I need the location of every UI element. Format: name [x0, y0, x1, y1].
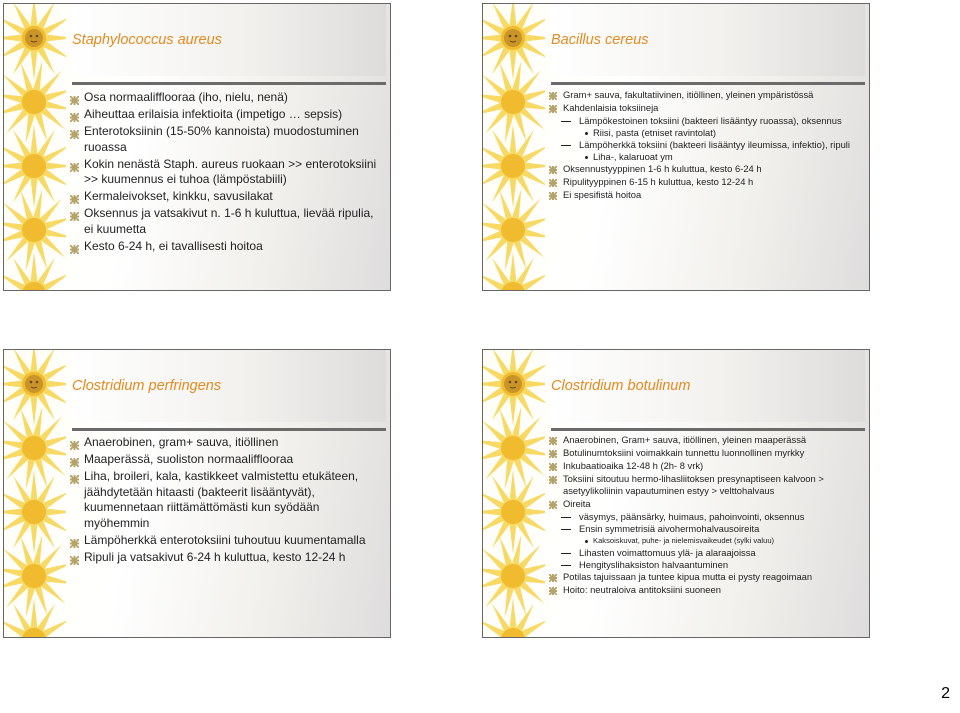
sub-item: Hengityslihaksiston halvaantuminen — [549, 559, 863, 571]
slide-title-area — [551, 350, 865, 422]
sub-item: Kaksoiskuvat, puhe- ja nielemisvaikeudet (sylki valuu) — [549, 535, 863, 547]
sun-icon — [483, 407, 545, 489]
bullet-item: Gram+ sauva, fakultatiivinen, itiöllinen, yleinen ympäristössä — [549, 89, 863, 101]
bullet-item: Aiheuttaa erilaisia infektioita (impetigo … sepsis) — [70, 107, 384, 123]
slide-content — [70, 435, 384, 567]
sun-icon — [4, 535, 66, 617]
bullet-item: Lämpöherkkä enterotoksiini tuhoutuu kuumentamalla — [70, 533, 384, 549]
bullet-item: Osa normaalifflooraa (iho, nielu, nenä) — [70, 90, 384, 106]
bullet-item: Kahdenlaisia toksiineja — [549, 102, 863, 114]
bullet-item: Oireita — [549, 498, 863, 510]
sub-item: Lämpökestoinen toksiini (bakteeri lisääntyy ruoassa), oksennus — [549, 115, 863, 127]
bullet-item: Maaperässä, suoliston normaalifflooraa — [70, 452, 384, 468]
bullet-item: Ripuli ja vatsakivut 6-24 h kuluttua, kesto 12-24 h — [70, 550, 384, 566]
sub-item: Lihasten voimattomuus ylä- ja alaraajoissa — [549, 547, 863, 559]
title-divider — [72, 428, 386, 431]
title-divider — [551, 82, 865, 85]
title-divider — [551, 428, 865, 431]
bullet-item: Enterotoksiinin (15-50% kannoista) muodostuminen ruoassa — [70, 124, 384, 155]
slide-title-area — [72, 4, 386, 76]
slide-bacillus — [482, 3, 870, 291]
bullet-item: Inkubaatioaika 12-48 h (2h- 8 vrk) — [549, 460, 863, 472]
bullet-item: Botulinumtoksiini voimakkain tunnettu luonnollinen myrkky — [549, 447, 863, 459]
slide-title-area — [551, 4, 865, 76]
sun-icon — [4, 61, 66, 143]
sun-icon — [483, 598, 545, 637]
sun-decoration-strip — [4, 4, 66, 290]
slide-content — [549, 89, 863, 202]
slide-staphylococcus — [3, 3, 391, 291]
sun-icon — [4, 598, 66, 637]
bullet-item: Anaerobinen, Gram+ sauva, itiöllinen, yleinen maaperässä — [549, 434, 863, 446]
bullet-item: Kesto 6-24 h, ei tavallisesti hoitoa — [70, 239, 384, 255]
sun-icon — [4, 407, 66, 489]
sun-decoration-strip — [483, 4, 545, 290]
sun-icon — [483, 470, 545, 554]
slide-title: Clostridium botulinum — [551, 378, 691, 394]
slide-content — [70, 90, 384, 256]
bullet-item: Kermaleivokset, kinkku, savusilakat — [70, 189, 384, 205]
slide-title: Bacillus cereus — [551, 32, 649, 48]
slide-perfringens — [3, 349, 391, 638]
sun-icon — [4, 189, 66, 271]
sun-icon — [4, 470, 66, 554]
slide-content — [549, 434, 863, 597]
sun-decoration-strip — [4, 350, 66, 637]
sun-decoration-strip — [483, 350, 545, 637]
bullet-item: Oksennustyyppinen 1-6 h kuluttua, kesto 6-24 h — [549, 163, 863, 175]
sun-icon — [483, 189, 545, 271]
sun-icon — [483, 61, 545, 143]
slide-title-area — [72, 350, 386, 422]
bullet-item: Oksennus ja vatsakivut n. 1-6 h kuluttua, lievää ripulia, ei kuumetta — [70, 206, 384, 237]
sub-item: Ensin symmetrisiä aivohermohalvausoireita — [549, 523, 863, 535]
sun-icon — [483, 350, 545, 426]
sub-item: Liha-, kalaruoat ym — [549, 151, 863, 163]
bullet-item: Toksiini sitoutuu hermo-lihasliitoksen presynaptiseen kalvoon > asetyylikoliinin vapautuminen estyy > velttohalvaus — [549, 473, 863, 497]
slide-title: Staphylococcus aureus — [72, 32, 222, 48]
sun-icon — [483, 124, 545, 208]
bullet-item: Kokin nenästä Staph. aureus ruokaan >> enterotoksiini >> kuumennus ei tuhoa (lämpöstabiili) — [70, 157, 384, 188]
sun-icon — [483, 4, 545, 80]
sun-icon — [4, 124, 66, 208]
sub-item: Lämpöherkkä toksiini (bakteeri lisääntyy ileumissa, infektio), ripuli — [549, 139, 863, 151]
sub-item: Riisi, pasta (etniset ravintolat) — [549, 127, 863, 139]
sub-item: väsymys, päänsärky, huimaus, pahoinvointi, oksennus — [549, 511, 863, 523]
sun-icon — [4, 252, 66, 290]
sun-icon — [4, 4, 66, 80]
sun-icon — [483, 535, 545, 617]
sun-icon — [483, 252, 545, 290]
slide-botulinum — [482, 349, 870, 638]
bullet-item: Liha, broileri, kala, kastikkeet valmistettu etukäteen, jäähdytetään hitaasti (bakteerit lisääntyvät), kuumennetaan riittämättömästi kun syödään myöhemmin — [70, 469, 384, 531]
slide-title: Clostridium perfringens — [72, 378, 222, 394]
title-divider — [72, 82, 386, 85]
bullet-item: Anaerobinen, gram+ sauva, itiöllinen — [70, 435, 384, 451]
bullet-item: Ripulityyppinen 6-15 h kuluttua, kesto 12-24 h — [549, 176, 863, 188]
bullet-item: Potilas tajuissaan ja tuntee kipua mutta ei pysty reagoimaan — [549, 571, 863, 583]
bullet-item: Hoito: neutraloiva antitoksiini suoneen — [549, 584, 863, 596]
bullet-item: Ei spesifistä hoitoa — [549, 189, 863, 201]
page-number: 2 — [941, 685, 950, 702]
sun-icon — [4, 350, 66, 426]
